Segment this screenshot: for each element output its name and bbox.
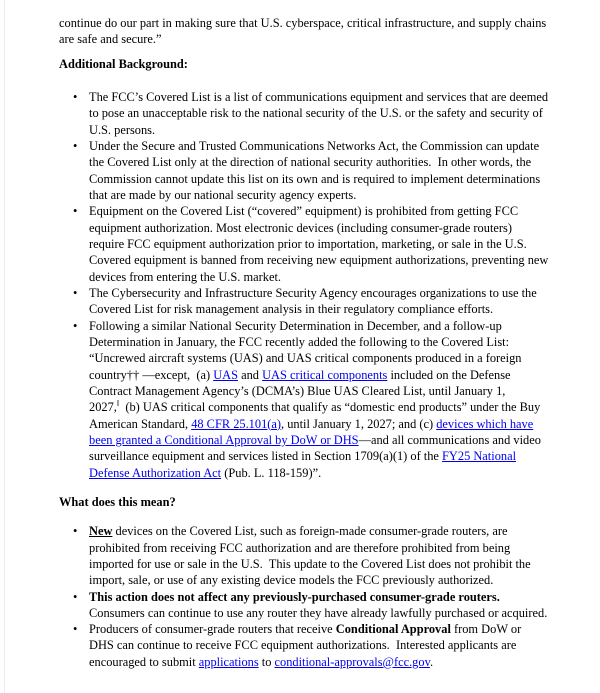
text-segment: 2027,: [89, 400, 117, 415]
text-line: [89, 236, 570, 252]
text-segment: Contract Management Agency’s (DCMA’s) Blue UAS Cleared List, until January 1,: [89, 383, 506, 398]
text-segment: (Pub. L. 118-159)”.: [221, 465, 322, 480]
text-segment: The FCC’s Covered List is a list of communications equipment and services that are deemed: [89, 89, 549, 104]
text-segment: imported for use or sale in the U.S. This update to the Covered List does not prohibit the: [89, 556, 531, 571]
footnote-marker: ‖: [116, 399, 120, 409]
text-segment: U.S. persons.: [89, 122, 156, 137]
background-list: [59, 89, 570, 481]
text-line: [89, 350, 570, 366]
bullet-icon: •: [73, 89, 78, 104]
text-segment: Under the Secure and Trusted Communications Networks Act, the Commission can update: [89, 138, 540, 153]
text-line: [89, 220, 570, 236]
text-segment: Following a similar National Security Determination in December, and a follow-up: [89, 318, 502, 333]
text-segment: “Uncrewed aircraft systems (UAS) and UAS critical components produced in a foreign: [89, 351, 522, 366]
text-line: [89, 540, 570, 556]
text-line: [89, 122, 570, 138]
text-segment: encouraged to submit: [89, 654, 199, 669]
meaning-list: [59, 523, 570, 670]
text-segment: that are made by our national security agency experts.: [89, 187, 357, 202]
text-line: [89, 621, 570, 637]
text-segment: from DoW or: [450, 622, 522, 637]
text-segment: equipment authorization. Most electronic devices (including consumer-grade routers): [89, 220, 512, 235]
text-segment: import, sale, or use of any existing device models the FCC previously authorized.: [89, 573, 494, 588]
text-segment: included on the Defense: [387, 367, 511, 382]
text-segment: to: [258, 654, 275, 669]
text-line: [89, 154, 570, 170]
bullet-icon: •: [73, 285, 78, 300]
text-segment: and: [238, 367, 263, 382]
text-line: [89, 416, 570, 432]
text-line: [89, 301, 570, 317]
text-segment: to pose an unacceptable risk to the national security of the U.S. or the safety and security of: [89, 106, 543, 121]
text-line: [89, 654, 570, 670]
text-segment: Equipment on the Covered List (“covered” equipment) is prohibited from getting FCC: [89, 204, 519, 219]
bullet-icon: •: [73, 318, 78, 333]
text-segment: American Standard,: [89, 416, 192, 431]
text-line: [89, 105, 570, 121]
additional-background-heading: [59, 56, 570, 72]
text-segment: —and all communications and video: [358, 432, 541, 447]
text-segment: the Covered List only at the direction of national security authorities. In other words, the: [89, 155, 532, 170]
text-line: [89, 637, 570, 653]
bullet-icon: •: [73, 524, 78, 539]
text-segment: Conditional Approval: [335, 622, 451, 637]
text-segment: The Cybersecurity and Infrastructure Security Agency encourages organizations to use the: [89, 285, 537, 300]
text-line: [89, 572, 570, 588]
text-line: [89, 171, 570, 187]
text-line: [59, 494, 570, 510]
text-line: [89, 556, 570, 572]
bullet-icon: •: [73, 204, 78, 219]
text-segment: require FCC equipment authorization prior to importation, marketing, or sale in the U.S.: [89, 236, 527, 251]
uas-link[interactable]: UAS: [213, 367, 238, 382]
text-line: [89, 448, 570, 464]
bullet-icon: •: [73, 589, 78, 604]
text-line: [59, 31, 570, 47]
bullet-cisa-encourages: [59, 285, 570, 318]
text-line: [89, 432, 570, 448]
conditional-approval-devices-link-continued[interactable]: been granted a Conditional Approval by DoW or DHS: [89, 432, 359, 447]
text-segment: Additional Background:: [59, 56, 188, 71]
bullet-icon: •: [73, 622, 78, 637]
conditional-approvals-email-link[interactable]: conditional-approvals@fcc.gov: [274, 654, 430, 669]
text-line: [89, 89, 570, 105]
text-line: [89, 187, 570, 203]
fy25-ndaa-link[interactable]: FY25 National: [442, 449, 517, 464]
text-segment: Determination in January, the FCC recently added the following to the Covered List:: [89, 334, 510, 349]
text-segment: Commission cannot update this list on its own and is required to implement determinations: [89, 171, 541, 186]
text-line: [89, 367, 570, 383]
bullet-conditional-approval: [59, 621, 570, 670]
bullet-icon: •: [73, 138, 78, 153]
text-segment: Consumers can continue to use any router they have already lawfully purchased or acquired.: [89, 605, 548, 620]
text-segment: What does this mean?: [59, 494, 176, 509]
text-line: [59, 15, 570, 31]
text-segment: (b) UAS critical components that qualify as “domestic end products” under the Buy: [119, 400, 541, 415]
text-segment: Covered equipment is banned from receiving new equipment authorizations, preventing new: [89, 253, 549, 268]
text-segment: .: [429, 654, 434, 669]
text-segment: are safe and secure.”: [59, 32, 162, 47]
text-line: [89, 252, 570, 268]
page-edge-line: [4, 0, 5, 693]
uas-critical-components-link[interactable]: UAS critical components: [262, 367, 388, 382]
text-segment: , until January 1, 2027; and (c): [281, 416, 437, 431]
text-segment: Covered List for risk management analysis in their regulatory compliance efforts.: [89, 302, 494, 317]
bullet-covered-equipment-prohibited: [59, 203, 570, 285]
text-segment: This action does not affect any previously-purchased consumer-grade routers.: [89, 589, 500, 604]
text-segment: devices on the Covered List, such as foreign-made consumer-grade routers, are: [112, 524, 508, 539]
text-segment: DHS can continue to receive FCC equipment authorizations. Interested applicants are: [89, 638, 517, 653]
bullet-covered-list-definition: [59, 89, 570, 138]
text-segment: surveillance equipment and services listed in Section 1709(a)(1) of the: [89, 449, 443, 464]
text-segment: New: [89, 524, 113, 539]
text-line: [89, 138, 570, 154]
fy25-ndaa-link-continued[interactable]: Defense Authorization Act: [89, 465, 222, 480]
bullet-previously-purchased: [59, 589, 570, 622]
bullet-new-devices: [59, 523, 570, 588]
bullet-uas-addition: [59, 318, 570, 481]
text-segment: prohibited from receiving FCC authorization and are therefore prohibited from being: [89, 540, 511, 555]
cfr-25-101a-link[interactable]: 48 CFR 25.101(a): [191, 416, 282, 431]
text-line: [89, 399, 570, 415]
text-segment: country†† —except, (a): [89, 367, 214, 382]
conditional-approval-devices-link[interactable]: devices which have: [436, 416, 534, 431]
text-line: [89, 203, 570, 219]
text-line: [59, 56, 570, 72]
text-line: [89, 465, 570, 481]
text-line: [89, 523, 570, 539]
text-line: [89, 285, 570, 301]
text-line: [89, 318, 570, 334]
text-segment: continue do our part in making sure that U.S. cyberspace, critical infrastructure, and supply chains: [59, 16, 547, 30]
text-line: [89, 589, 570, 605]
intro-paragraph: [59, 15, 570, 48]
what-does-this-mean-heading: [59, 494, 570, 510]
text-line: [89, 334, 570, 350]
text-line: [89, 269, 570, 285]
text-line: [89, 605, 570, 621]
applications-link[interactable]: applications: [198, 654, 259, 669]
bullet-secure-networks-act: [59, 138, 570, 203]
text-segment: devices from entering the U.S. market.: [89, 269, 281, 284]
text-segment: Producers of consumer-grade routers that receive: [89, 622, 336, 637]
text-line: [89, 383, 570, 399]
